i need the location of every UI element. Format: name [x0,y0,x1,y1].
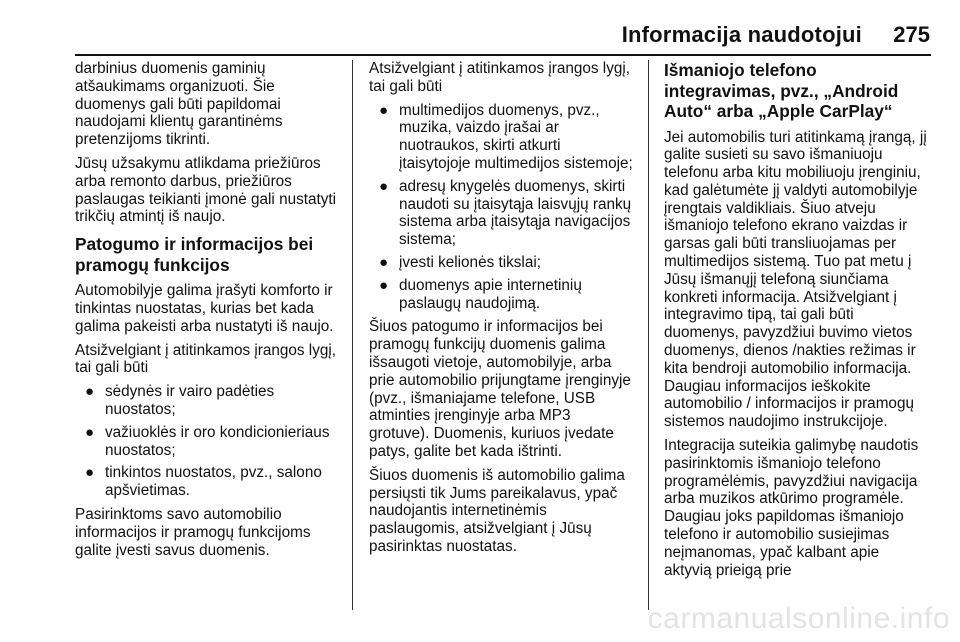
paragraph: Jūsų užsakymu atlikdama priežiūros arba remonto darbus, priežiūros paslaugas teikianti įmonė gali nustatyti trikčių atmintį iš naujo. [75,154,337,226]
bullet-icon: ● [379,101,389,119]
bullet-list [75,383,341,500]
column-divider [648,60,649,610]
list-item [369,178,635,249]
list-item [369,254,635,272]
list-item-text: multimedijos duomenys, pvz., muzika, vaizdo įrašai ar nuotraukos, skirti atkurti įtaisytojoje multimedijos sistemoje; [399,101,633,172]
list-item-text: tinkintos nuostatos, pvz., salono apšvietimas. [105,464,322,500]
bullet-icon: ● [85,423,95,441]
bullet-icon: ● [85,383,95,401]
bullet-icon: ● [379,276,389,294]
page-header [0,0,960,56]
column-1 [75,60,341,565]
bullet-icon: ● [379,177,389,195]
list-item [369,277,635,313]
list-item [75,464,341,500]
list-item-text: sėdynės ir vairo padėties nuostatos; [105,383,275,418]
paragraph: Integracija suteikia galimybę naudotis pasirinktomis išmaniojo telefono programėlėmis, pavyzdžiui navigacija arba muzikos atkūrimo programėle. Daugiau joks papildomas išmaniojo telefono ir automobilio susiejimas neįmanomas, ypač kalbant apie aktyvią prieigą prie [664,437,919,579]
section-heading: Išmaniojo telefono integravimas, pvz., „Android Auto“ arba „Apple CarPlay“ [664,60,899,121]
list-item-text: duomenys apie internetinių paslaugų naudojimą. [399,276,582,312]
list-item [369,102,635,173]
page-title: Informacija naudotojui [621,22,862,47]
header-rule [75,54,931,56]
column-3 [664,60,930,585]
list-item-text: adresų knygelės duomenys, skirti naudoti su įtaisytąja laisvųjų rankų sistema arba įtaisytąja navigacijos sistema; [399,177,632,249]
paragraph: Automobilyje galima įrašyti komforto ir tinkintas nuostatas, kurias bet kada galima pakeisti arba nustatyti iš naujo. [75,282,334,335]
bullet-icon: ● [85,464,95,482]
bullet-icon: ● [379,253,389,271]
paragraph: Atsižvelgiant į atitinkamos įrangos lygį, tai gali būti [75,341,337,377]
list-item-text: įvesti kelionės tikslai; [399,253,541,271]
section-heading: Patogumo ir informacijos bei pramogų funkcijos [75,234,314,275]
paragraph: Jei automobilis turi atitinkamą įrangą, jį galite susieti su savo išmaniuoju telefonu arba kitu mobiliuoju įrenginiu, kad galėtumėte jį valdyti automobilyje įrengtais valdikliais. Šiuo atveju išmaniojo telefono ekrano vaizdas ir garsas gali būti transliuojamas per multimedijos sistemą. Tuo pat metu į Jūsų išmanųjį telefoną siunčiama konkreti informacija. Atsižvelgiant į integravimo tipą, tai gali būti duomenys, pavyzdžiui buvimo vietos duomenys, dienos /nakties režimas ir kita bendroji automobilio informacija. Daugiau informacijos ieškokite automobilio / informacijos ir pramogų sistemos naudojimo instrukcijoje. [664,128,927,431]
paragraph: darbinius duomenis gaminių atšaukimams organizuoti. Šie duomenys gali būti papildomai naudojami klientų garantinėms pretenzijoms tikrinti. [75,60,283,149]
page-number: 275 [893,22,930,47]
list-item-text: važiuoklės ir oro kondicionieriaus nuostatos; [105,423,330,459]
paragraph: Pasirinktoms savo automobilio informacijos ir pramogų funkcijoms galite įvesti savus duomenis. [75,505,311,559]
column-divider [352,60,353,610]
list-item [75,424,341,460]
list-item [75,383,341,419]
paragraph: Šiuos patogumo ir informacijos bei pramogų funkcijų duomenis galima išsaugoti vietoje, automobilyje, arba prie automobilio prijungtame įrenginyje (pvz., išmaniajame telefone, USB atminties įrenginyje arba MP3 grotuve). Duomenis, kuriuos įvedate patys, galite bet kada ištrinti. [369,318,631,460]
column-2 [369,60,635,562]
bullet-list [369,102,635,313]
paragraph: Atsižvelgiant į atitinkamos įrangos lygį, tai gali būti [369,60,631,95]
paragraph: Šiuos duomenis iš automobilio galima persiųsti tik Jums pareikalavus, ypač naudojantis internetinėmis paslaugomis, atsižvelgiant į Jūsų pasirinktas nuostatas. [369,466,625,555]
watermark: carmanualsonline.info [647,602,950,635]
